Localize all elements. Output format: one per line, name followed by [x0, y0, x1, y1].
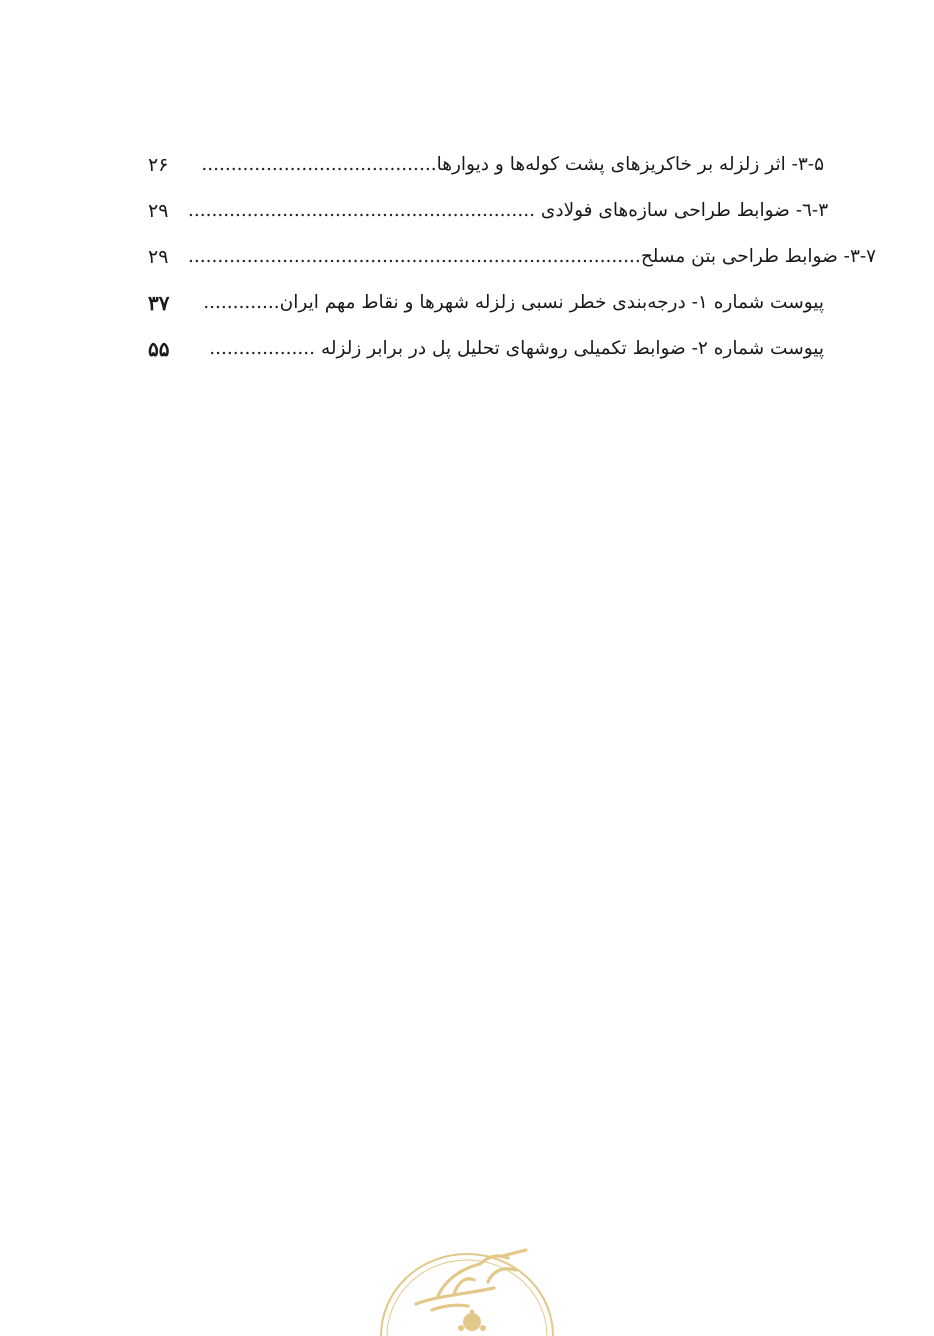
toc-entry — [148, 326, 824, 372]
toc-entry-title: ۳-۵- اثر زلزله بر خاکریزهای پشت کوله‌ها و دیوارها — [436, 154, 824, 175]
toc-page-number: ۲۹ — [148, 246, 169, 268]
toc-entry — [148, 234, 877, 280]
table-of-contents — [148, 142, 877, 372]
toc-entry-text — [188, 199, 828, 223]
toc-entry — [148, 280, 824, 326]
toc-page-number: ۲۹ — [148, 200, 169, 222]
toc-entry-text — [188, 337, 824, 361]
toc-page-number: ۲۶ — [148, 154, 169, 176]
toc-dot-leader: .................. — [209, 338, 316, 359]
toc-entry-title: پیوست شماره ۱- درجه‌بندی خطر نسبی زلزله شهرها و نقاط مهم ایران — [279, 292, 824, 313]
toc-dot-leader: ........................................ — [201, 154, 437, 175]
toc-entry-text — [188, 153, 824, 177]
toc-entry-title: ۳-۷- ضوابط طراحی بتن مسلح — [640, 246, 877, 267]
toc-entry — [148, 188, 829, 234]
toc-entry-text — [188, 291, 824, 315]
toc-page-number: ۳۷ — [148, 291, 170, 315]
toc-entry-title: ۳-٦- ضوابط طراحی سازه‌های فولادی — [540, 200, 829, 221]
publisher-seal-icon — [376, 1236, 558, 1332]
toc-page-number: ۵۵ — [148, 337, 170, 361]
toc-dot-leader: ........................................................... — [188, 200, 535, 221]
toc-entry-title: پیوست شماره ۲- ضوابط تکمیلی روشهای تحلیل پل در برابر زلزله — [320, 338, 824, 359]
toc-entry — [148, 142, 824, 188]
toc-dot-leader: ............................................................................. — [188, 246, 641, 267]
toc-entry-text — [188, 245, 876, 269]
seal-graphic — [376, 1236, 558, 1332]
toc-dot-leader: ............. — [203, 292, 280, 313]
